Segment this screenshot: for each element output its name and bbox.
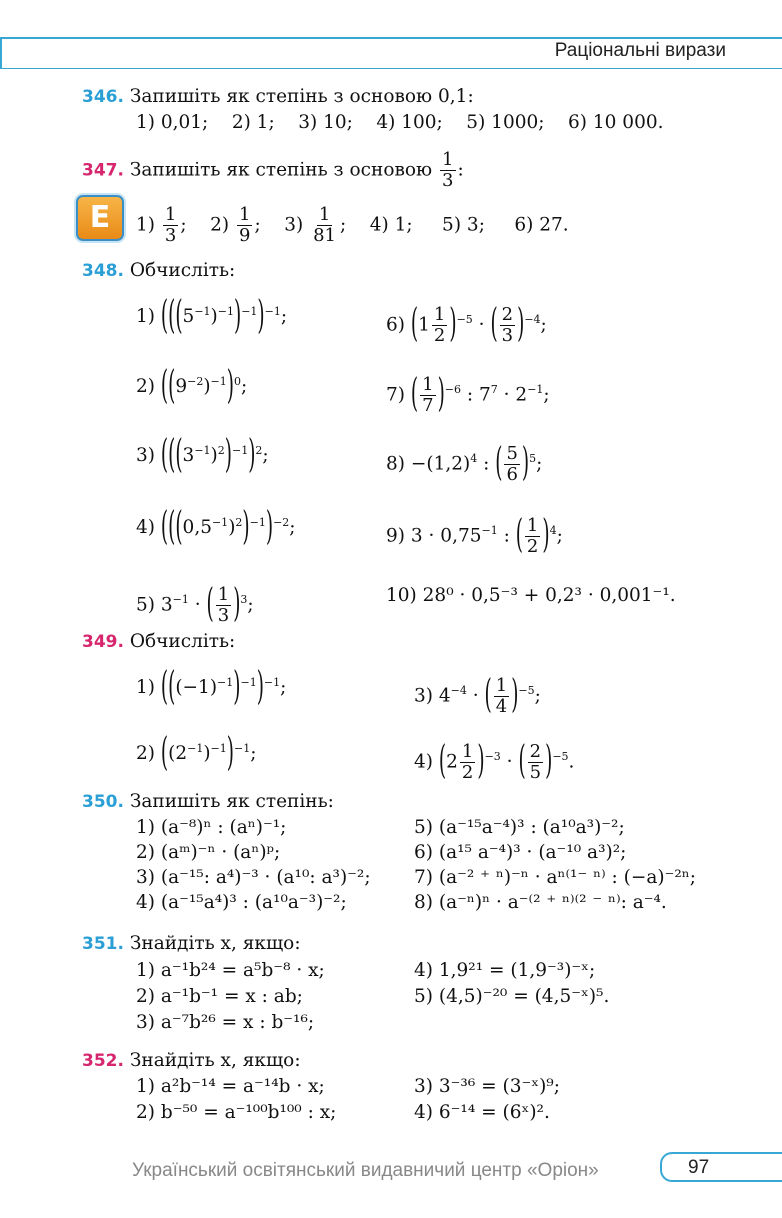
problem-text: Запишіть як степінь: [129,791,334,812]
list-item: 4) 6⁻¹⁴ = (6ˣ)². [414,1102,550,1123]
list-item: 4) (a⁻¹⁵a⁴)³ : (a¹⁰a⁻³)⁻²; [136,892,347,913]
expr-348-10: 10) 28⁰ · 0,5⁻³ + 0,2³ · 0,001⁻¹. [386,585,676,606]
problem-text: Обчисліть: [129,260,236,281]
list-item: 5) (4,5)⁻²⁰ = (4,5⁻ˣ)⁵. [414,986,610,1007]
list-item: 2) b⁻⁵⁰ = a⁻¹⁰⁰b¹⁰⁰ : x; [136,1102,337,1123]
problem-347: 347. Запишіть як степінь з основою $\frac{1}{3}$ : [82,149,464,191]
problem-number: 351. [82,934,124,954]
problem-text: Обчисліть: [129,631,236,652]
problem-text: Запишіть як степінь з основою 0,1: [129,86,474,107]
expr-349-2: 2) $((2^{-1})^{-1})^{-1}$; [136,731,257,776]
difficulty-badge: E [76,195,124,241]
problem-number: 352. [82,1051,124,1071]
fraction: $\frac{1}{3}$ [442,149,454,191]
list-item: 1) (a⁻⁸)ⁿ : (aⁿ)⁻¹; [136,817,287,838]
page-number-box [660,1152,782,1182]
section-title: Раціональні вирази [554,40,726,61]
list-item: 3) (a⁻¹⁵: a⁴)⁻³ · (a¹⁰: a³)⁻²; [136,867,371,888]
problem-352 [82,1052,301,1071]
page-number: 97 [688,1157,710,1178]
list-item: 5) (a⁻¹⁵a⁻⁴)³ : (a¹⁰a³)⁻²; [414,817,625,838]
problem-number: 350. [82,792,124,812]
expr-348-7: 7) ( $\frac{1}{7}$ )$^{-6}$ : $7^7 \cdot 2^{-1}$; [386,372,550,417]
problem-346 [82,88,474,107]
expr-348-9: 9) $3 \cdot 0,75^{-1}$ : ( $\frac{1}{2}$ )$^4$; [386,513,563,558]
problem-text: Запишіть як степінь з основою [129,159,433,181]
expr-349-4: 4) (2 $\frac{1}{2}$ )$^{-3}$ · ( $\frac{2}{5}$ )$^{-5}$. [414,739,575,784]
problem-number: 347. [82,160,124,181]
list-item: 3) a⁻⁷b²⁶ = x : b⁻¹⁶; [136,1012,315,1033]
list-item: 4) 1,9²¹ = (1,9⁻³)⁻ˣ; [414,960,596,981]
problem-text: Знайдіть x, якщо: [129,933,301,954]
problem-number: 349. [82,632,124,652]
list-item: 2) a⁻¹b⁻¹ = x : ab; [136,986,303,1007]
problem-351 [82,935,301,954]
expr-348-6: 6) (1 $\frac{1}{2}$ )$^{-5}$ · ( $\frac{2}{3}$ )$^{-4}$; [386,302,547,347]
expr-348-2: 2) $((9^{-2})^{-1})^0$; [136,364,248,409]
list-item: 3) 3⁻³⁶ = (3⁻ˣ)⁹; [414,1076,560,1097]
expr-348-5: 5) $3^{-1}$ · ( $\frac{1}{3}$ )$^3$; [136,582,254,627]
problem-number: 346. [82,87,124,107]
expr-348-1: 1) $(((5^{-1})^{-1})^{-1})^{-1}$; [136,294,288,339]
list-item: 7) (a⁻² ⁺ ⁿ)⁻ⁿ · aⁿ⁽¹⁻ ⁿ⁾ : (−a)⁻²ⁿ; [414,867,697,888]
expr-349-3: 3) $4^{-4}$ · ( $\frac{1}{4}$ )$^{-5}$; [414,673,541,718]
expr-348-4: 4) $(((0,5^{-1})^2)^{-1})^{-2}$; [136,505,296,550]
problem-text: Знайдіть x, якщо: [129,1050,301,1071]
problem-349 [82,633,235,652]
problem-items: 1) 0,01; 2) 1; 3) 10; 4) 100; 5) 1000; 6) 10 000. [136,112,664,133]
problem-items: 1) $\frac{1}{3}$ ; 2) $\frac{1}{9}$ ; 3) $\frac{1}{81}$ ; 4) 1; 5) 3; 6) 27. [136,204,569,246]
list-item: 1) a²b⁻¹⁴ = a⁻¹⁴b · x; [136,1076,325,1097]
expr-349-1: 1) $(((-1)^{-1})^{-1})^{-1}$; [136,665,287,710]
expr-348-8: $8) -(1,2)^4$ : ( $\frac{5}{6}$ )$^5$; [386,441,543,486]
problem-350 [82,793,334,812]
list-item: 6) (a¹⁵ a⁻⁴)³ · (a⁻¹⁰ a³)²; [414,842,627,863]
list-item: 1) a⁻¹b²⁴ = a⁵b⁻⁸ · x; [136,960,325,981]
problem-number: 348. [82,261,124,281]
publisher-footer: Український освітянський видавничий центр «Оріон» [132,1160,599,1181]
expr-348-3: 3) $(((3^{-1})^2)^{-1})^2$; [136,433,269,478]
list-item: 8) (a⁻ⁿ)ⁿ · a⁻⁽² ⁺ ⁿ⁾⁽² ⁻ ⁿ⁾: a⁻⁴. [414,892,667,913]
list-item: 2) (aᵐ)⁻ⁿ · (aⁿ)ᵖ; [136,842,281,863]
problem-348 [82,262,235,281]
